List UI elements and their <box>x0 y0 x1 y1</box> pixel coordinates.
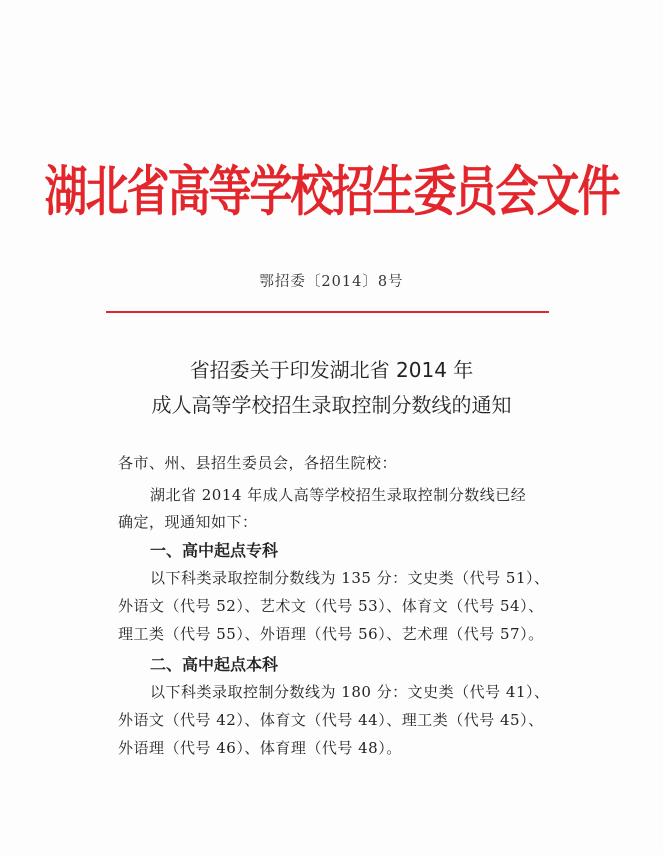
section-2-line-3: 外语理（代号 46）、体育理（代号 48）。 <box>118 739 402 757</box>
section-2-line-1: 以下科类录取控制分数线为 180 分：文史类（代号 41）、 <box>150 683 550 701</box>
section-1-line-3: 理工类（代号 55）、外语理（代号 56）、艺术理（代号 57）。 <box>118 625 544 643</box>
section-2-heading: 二、高中起点本科 <box>150 655 279 674</box>
document-number: 鄂招委〔2014〕8号 <box>259 274 404 290</box>
intro-line-2: 确定，现通知如下： <box>118 513 258 531</box>
intro-line-1: 湖北省 2014 年成人高等学校招生录取控制分数线已经 <box>150 486 527 504</box>
issuing-authority-header: 湖北省高等学校招生委员会文件 <box>44 161 619 224</box>
section-1-heading: 一、高中起点专科 <box>150 541 279 560</box>
notice-title-line-1: 省招委关于印发湖北省 2014 年 <box>189 358 474 382</box>
section-1-line-1: 以下科类录取控制分数线为 135 分：文史类（代号 51）、 <box>150 569 550 587</box>
section-1-line-2: 外语文（代号 52）、艺术文（代号 53）、体育文（代号 54）、 <box>118 597 544 615</box>
salutation: 各市、州、县招生委员会，各招生院校： <box>118 454 398 472</box>
section-2-line-2: 外语文（代号 42）、体育文（代号 44）、理工类（代号 45）、 <box>118 711 544 729</box>
notice-title-line-2: 成人高等学校招生录取控制分数线的通知 <box>151 393 512 417</box>
red-separator-line <box>106 311 549 313</box>
